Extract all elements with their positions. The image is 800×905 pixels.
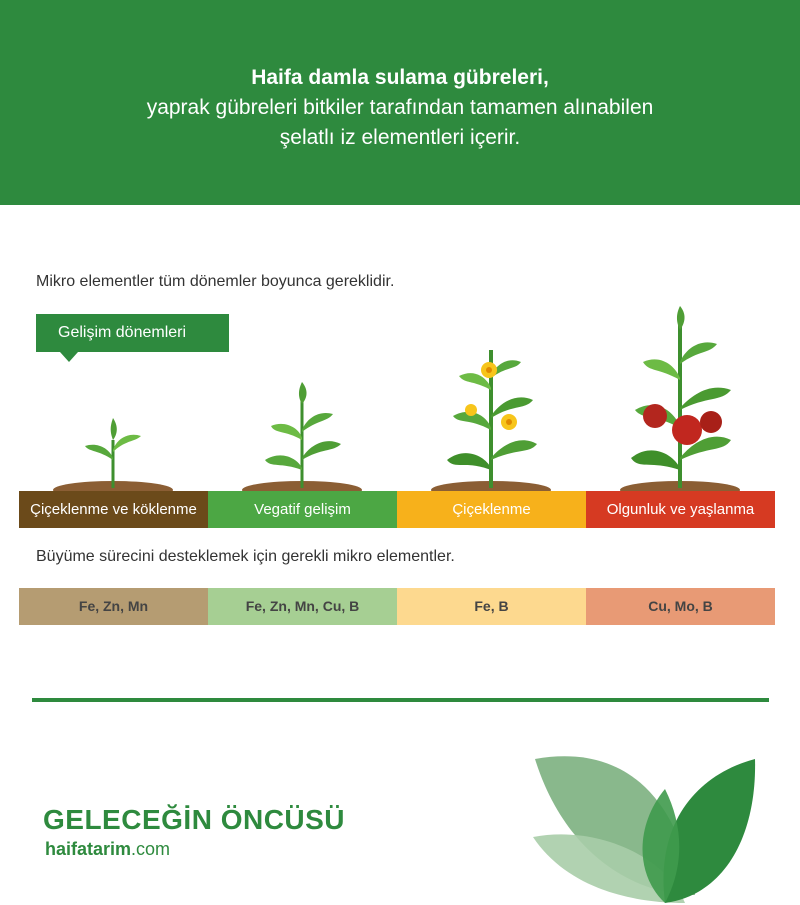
section-divider [32,698,769,702]
flowering-plant-icon [447,350,537,488]
stage-vegetative: Vegatif gelişim [208,491,397,528]
growth-stages-bar [19,491,775,528]
website-link[interactable] [45,839,170,860]
flower-3 [465,404,477,416]
header-line-2: yaprak gübreleri bitkiler tarafından tamamen alınabilen [146,96,654,119]
site-name: haifatarim [45,839,132,859]
header-banner [0,0,800,205]
header-title: Haifa damla sulama gübreleri, [251,66,549,89]
stage-rooting: Çiçeklenme ve köklenme [19,491,208,528]
growth-stages-tag: Gelişim dönemleri [36,314,229,352]
mature-plant-icon [631,306,731,488]
leaves-logo-icon [525,745,765,905]
elements-subtitle: Büyüme sürecini desteklemek için gerekli mikro elementler. [36,548,455,565]
fruit-2 [672,415,702,445]
vegetative-plant-icon [265,382,341,488]
header-line-3: şelatlı iz elementleri içerir. [279,126,521,149]
slogan: GELECEĞİN ÖNCÜSÜ [43,804,346,835]
plant-stages-illustration [19,300,775,492]
stage-flowering: Çiçeklenme [397,491,586,528]
micro-elements-bar [19,588,775,625]
fruit-1 [643,404,667,428]
stage-maturity: Olgunluk ve yaşlanma [586,491,775,528]
elements-flowering: Fe, B [397,588,586,625]
site-tld: .com [131,839,171,859]
seedling-icon [85,418,141,488]
fruit-3 [700,411,722,433]
elements-vegetative: Fe, Zn, Mn, Cu, B [208,588,397,625]
elements-rooting: Fe, Zn, Mn [19,588,208,625]
elements-maturity: Cu, Mo, B [586,588,775,625]
intro-text: Mikro elementler tüm dönemler boyunca gereklidir. [36,273,395,290]
